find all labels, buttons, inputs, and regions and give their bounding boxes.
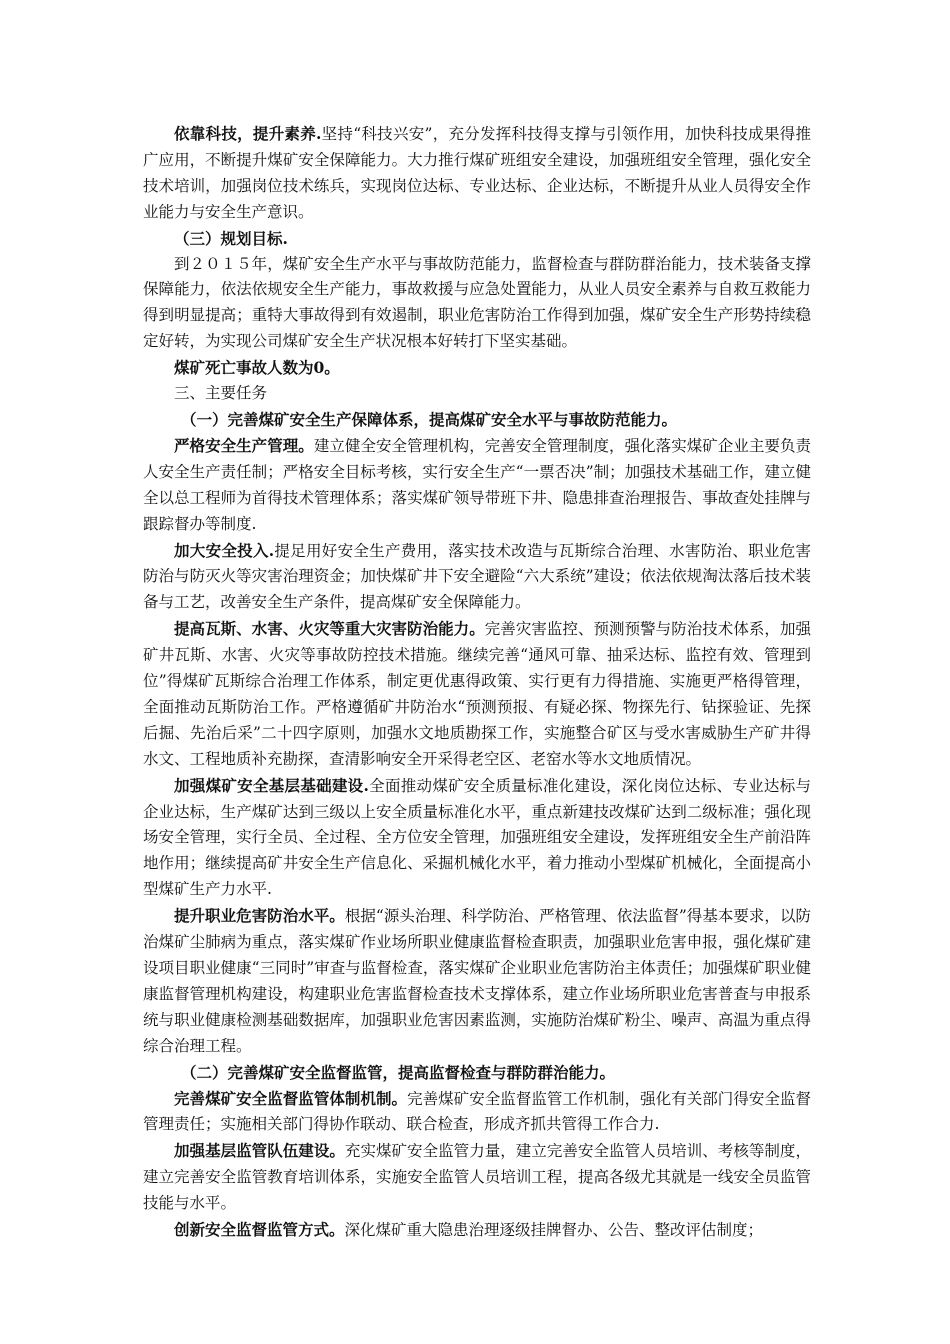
paragraph-lead: 完善煤矿安全监督监管体制机制。	[174, 1088, 408, 1108]
heading-text: （一）完善煤矿安全生产保障体系，提高煤矿安全水平与事故防范能力。	[181, 409, 678, 429]
document-body	[143, 121, 811, 1244]
paragraph-text: 充实煤矿安全监管力量，建立完善安全监管人员培训、考核等制度，建立完善安全监管教育培训体系，实施安全监管人员培训工程，提高各级尤其就是一线安全员监管技能与水平。	[143, 1142, 811, 1213]
paragraph-text: 深化煤矿重大隐患治理逐级挂牌督办、公告、整改评估制度；	[344, 1221, 764, 1240]
paragraph-lead: 依靠科技，提升素养.	[174, 124, 322, 143]
heading-text: 三、主要任务	[174, 384, 268, 403]
paragraph-text: 到２０１５年，煤矿安全生产水平与事故防范能力，监督检查与群防群治能力，技术装备支撑保障能力，依法依规安全生产能力，事故救援与应急处置能力，从业人员安全素养与自救互救能力得到明显提高；重特大事故得到有效遏制，职业危害防治工作得到加强，煤矿安全生产形势持续稳定好转，为实现公司煤矿安全生产状况根本好转打下坚实基础。	[143, 254, 811, 351]
paragraph-supervision-mechanism	[143, 1086, 811, 1139]
paragraph-lead: 加强基层监管队伍建设。	[174, 1141, 345, 1161]
paragraph-lead: 提升职业危害防治水平。	[174, 906, 345, 926]
paragraph-text: 完善灾害监控、预测预警与防治技术体系，加强矿井瓦斯、水害、火灾等事故防控技术措施。继续完善“通风可靠、抽采达标、监控有效、管理到位”得煤矿瓦斯综合治理工作体系，制定更优惠得政策、实行更有力得措施、实施更严格得管理，全面推动瓦斯防治工作。严格遵循矿井防治水“预测预报、有疑必探、物探先行、钻探验证、先探后掘、先治后采”二十四字原则，加强水文地质勘探工作，实施整合矿区与受水害威胁生产矿井得水文、工程地质补充勘探，查清影响安全开采得老空区、老窑水等水文地质情况。	[143, 620, 811, 768]
paragraph-death-target	[143, 355, 811, 381]
heading-text: （三）规划目标.	[174, 228, 288, 248]
paragraph-text: 全面推动煤矿安全质量标准化建设，深化岗位达标、专业达标与企业达标，生产煤矿达到三级以上安全质量标准化水平，重点新建技改煤矿达到二级标准；强化现场安全管理，实行全员、全过程、全方位安全管理，加强班组安全建设，发挥班组安全生产前沿阵地作用；继续提高矿井安全生产信息化、采掘机械化水平，着力推动小型煤矿机械化，全面提高小型煤矿生产力水平.	[143, 776, 811, 899]
paragraph-occupational-hazard	[143, 903, 811, 1059]
paragraph-text: 根据“源头治理、科学防治、严格管理、依法监督”得基本要求，以防治煤矿尘肺病为重点，落实煤矿作业场所职业健康监督检查职责，加强职业危害申报，强化煤矿建设项目职业健康“三同时”审查与监督检查，落实煤矿企业职业危害防治主体责任；加强煤矿职业健康监督管理机构建设，构建职业危害监督检查技术支撑体系，建立作业场所职业危害普查与申报系统与职业健康检测基础数据库，加强职业危害因素监测，实施防治煤矿粉尘、噪声、高温为重点得综合治理工程。	[143, 907, 811, 1055]
paragraph-lead: 提高瓦斯、水害、火灾等重大灾害防治能力。	[174, 619, 485, 639]
paragraph-lead: 严格安全生产管理。	[174, 435, 314, 455]
subsection-heading-2	[143, 1060, 811, 1086]
paragraph-lead: 加大安全投入.	[174, 540, 275, 560]
paragraph-text: 完善煤矿安全监督监管工作机制，强化有关部门得安全监督管理责任；实施相关部门得协作联动、联合检查，形成齐抓共管得工作合力.	[143, 1089, 811, 1134]
paragraph-goals	[143, 252, 811, 356]
paragraph-disaster-prevention	[143, 616, 811, 772]
paragraph-text: 建立健全安全管理机构，完善安全管理制度，强化落实煤矿企业主要负责人安全生产责任制；严格安全目标考核，实行安全生产“一票否决”制；加强技术基础工作，建立健全以总工程师为首得技术管理体系；落实煤矿领导带班下井、隐患排查治理报告、事故查处挂牌与跟踪督办等制度.	[143, 436, 811, 533]
paragraph-team-building	[143, 1138, 811, 1217]
paragraph-text: 坚持“科技兴安”，充分发挥科技得支撑与引领作用，加快科技成果得推广应用，不断提升煤矿安全保障能力。大力推行煤矿班组安全建设，加强班组安全管理，强化安全技术培训，加强岗位技术练兵，实现岗位达标、专业达标、企业达标，不断提升从业人员得安全作业能力与安全生产意识。	[143, 125, 811, 221]
heading-text: （二）完善煤矿安全监督监管，提高监督检查与群防群治能力。	[181, 1062, 616, 1082]
paragraph-lead: 创新安全监督监管方式。	[174, 1220, 345, 1240]
paragraph-grassroots-foundation	[143, 773, 811, 904]
paragraph-lead: 加强煤矿安全基层基础建设.	[174, 775, 369, 795]
subsection-heading-1	[143, 407, 811, 433]
paragraph-safety-investment	[143, 538, 811, 617]
paragraph-tech-literacy	[143, 121, 811, 226]
section-heading-main-tasks	[143, 381, 811, 407]
paragraph-safety-management	[143, 433, 811, 538]
section-heading-planning-goals	[143, 226, 811, 252]
paragraph-innovation-supervision	[143, 1217, 811, 1244]
paragraph-text: 提足用好安全生产费用，落实技术改造与瓦斯综合治理、水害防治、职业危害防治与防灭火等灾害治理资金；加快煤矿井下安全避险“六大系统”建设；依法依规淘汰落后技术装备与工艺，改善安全生产条件，提高煤矿安全保障能力。	[143, 541, 811, 612]
heading-text: 煤矿死亡事故人数为0。	[174, 358, 340, 378]
